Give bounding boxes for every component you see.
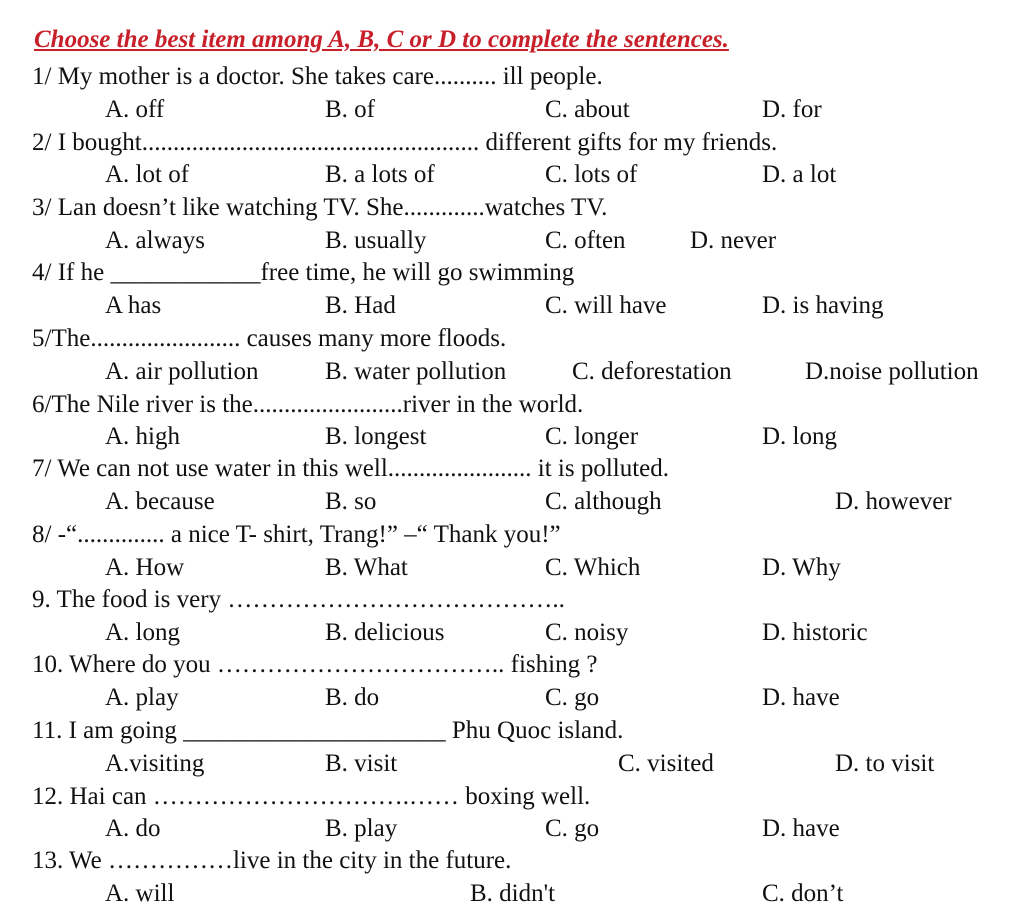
option-13c: C. don’t (762, 880, 844, 907)
option-3d: D. never (690, 227, 777, 254)
option-8b: B. What (325, 554, 408, 581)
question-1: 1/ My mother is a doctor. She takes care.......... ill people. (32, 63, 603, 90)
question-8: 8/ -“.............. a nice T- shirt, Trang!” –“ Thank you!” (32, 521, 561, 548)
option-1a: A. off (105, 96, 165, 123)
option-2c: C. lots of (545, 161, 638, 188)
question-7: 7/ We can not use water in this well....................... it is polluted. (32, 455, 670, 482)
option-8d: D. Why (762, 554, 841, 581)
option-5b: B. water pollution (325, 358, 507, 385)
option-3c: C. often (545, 227, 626, 254)
option-7a: A. because (105, 488, 215, 515)
option-9d: D. historic (762, 619, 868, 646)
option-4c: C. will have (545, 292, 667, 319)
option-9b: B. delicious (325, 619, 445, 646)
option-12b: B. play (325, 815, 398, 842)
option-10a: A. play (105, 684, 179, 711)
question-5: 5/The........................ causes many more floods. (32, 325, 507, 352)
option-11a: A.visiting (105, 750, 205, 777)
option-4b: B. Had (325, 292, 396, 319)
question-6: 6/The Nile river is the........................river in the world. (32, 391, 584, 418)
option-3a: A. always (105, 227, 205, 254)
instructions-heading: Choose the best item among A, B, C or D to complete the sentences. (34, 26, 729, 53)
option-3b: B. usually (325, 227, 427, 254)
option-9a: A. long (105, 619, 180, 646)
option-6b: B. longest (325, 423, 427, 450)
question-12: 12. Hai can ………………………….…… boxing well. (32, 783, 591, 810)
option-10b: B. do (325, 684, 380, 711)
option-13b: B. didn't (470, 880, 556, 907)
option-5a: A. air pollution (105, 358, 259, 385)
option-6d: D. long (762, 423, 837, 450)
question-10: 10. Where do you …………………………….. fishing ? (32, 651, 598, 678)
option-12a: A. do (105, 815, 161, 842)
question-13: 13. We ……………live in the city in the future. (32, 847, 512, 874)
option-9c: C. noisy (545, 619, 629, 646)
option-6c: C. longer (545, 423, 639, 450)
option-2a: A. lot of (105, 161, 190, 188)
option-2b: B. a lots of (325, 161, 435, 188)
option-12d: D. have (762, 815, 840, 842)
option-11d: D. to visit (835, 750, 935, 777)
option-4a: A has (105, 292, 162, 319)
option-11b: B. visit (325, 750, 398, 777)
option-1d: D. for (762, 96, 822, 123)
option-2d: D. a lot (762, 161, 837, 188)
option-8a: A. How (105, 554, 185, 581)
question-4: 4/ If he ____________free time, he will go swimming (32, 259, 575, 286)
option-5c: C. deforestation (572, 358, 732, 385)
option-10d: D. have (762, 684, 840, 711)
question-2: 2/ I bought...................................................... different gifts for my friends. (32, 129, 778, 156)
option-7b: B. so (325, 488, 377, 515)
question-3: 3/ Lan doesn’t like watching TV. She.............watches TV. (32, 194, 608, 221)
option-7d: D. however (835, 488, 952, 515)
option-10c: C. go (545, 684, 600, 711)
option-1b: B. of (325, 96, 375, 123)
question-9: 9. The food is very ………………………………….. (32, 586, 565, 613)
option-7c: C. although (545, 488, 662, 515)
option-8c: C. Which (545, 554, 641, 581)
question-11: 11. I am going _____________________ Phu Quoc island. (32, 717, 624, 744)
option-13a: A. will (105, 880, 175, 907)
option-5d: D.noise pollution (805, 358, 979, 385)
option-12c: C. go (545, 815, 600, 842)
option-11c: C. visited (618, 750, 714, 777)
option-4d: D. is having (762, 292, 884, 319)
option-6a: A. high (105, 423, 180, 450)
option-1c: C. about (545, 96, 630, 123)
